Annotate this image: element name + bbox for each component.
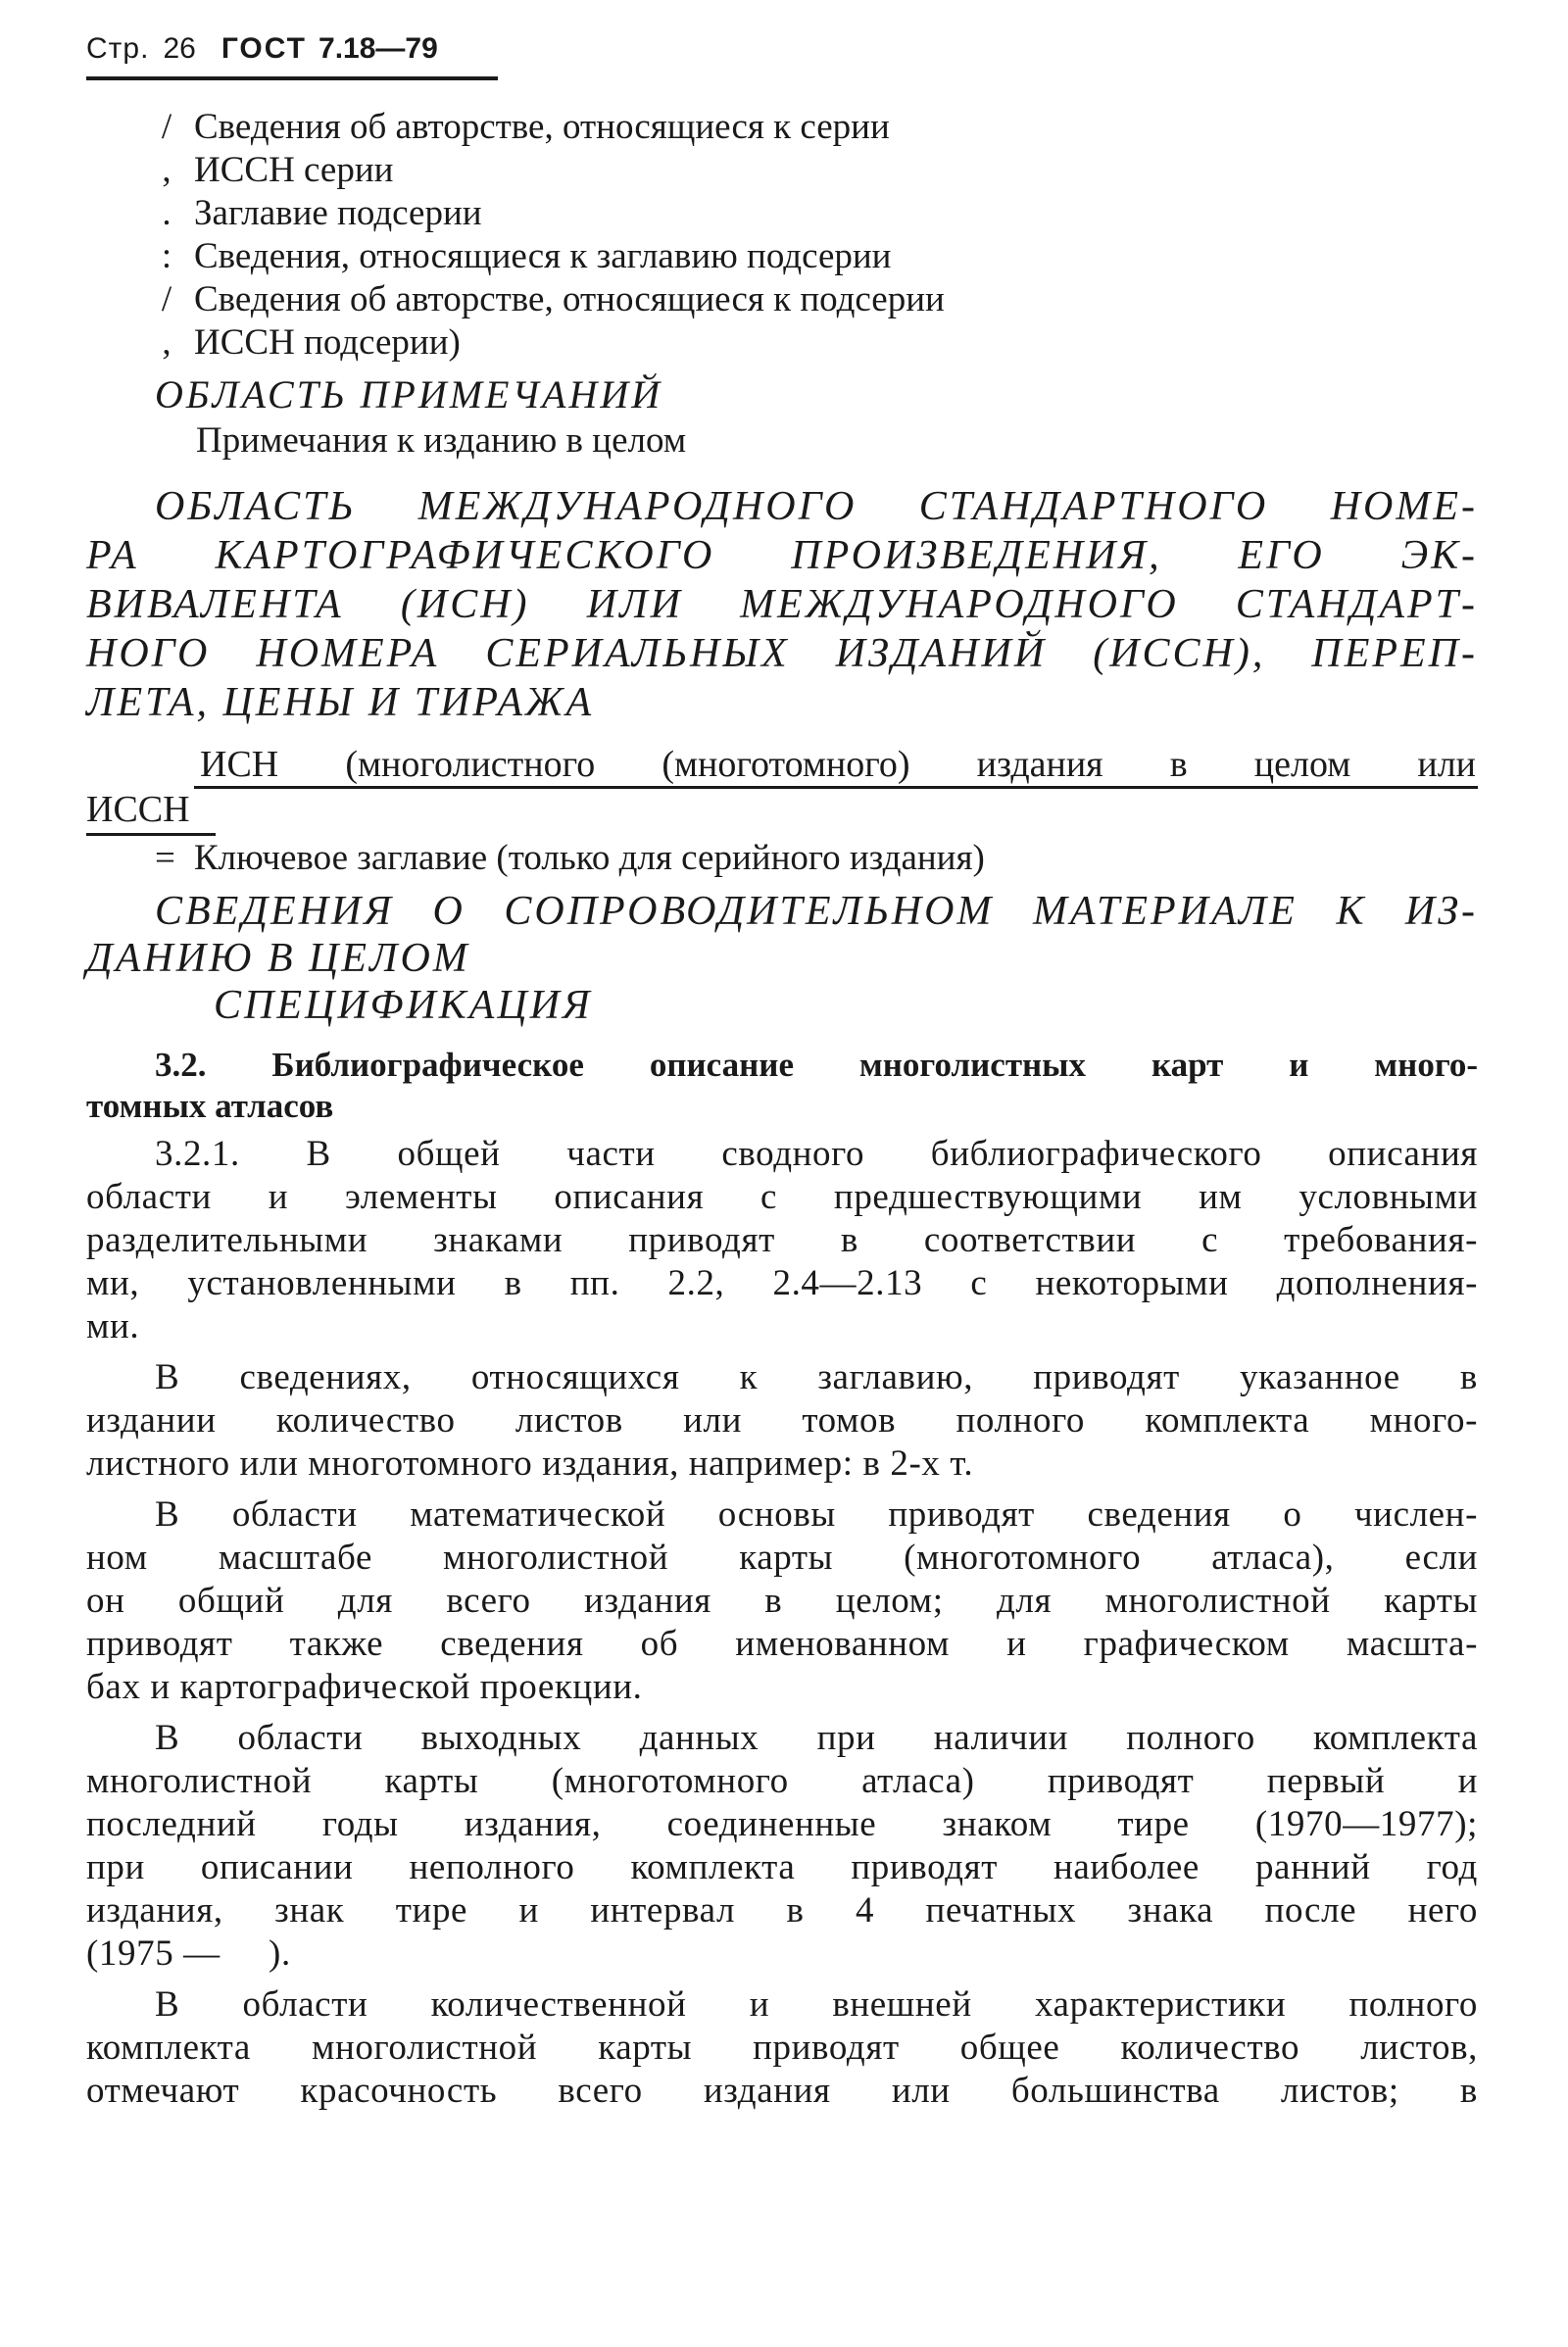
heading-line: ВИВАЛЕНТА (ИСН) ИЛИ МЕЖДУНАРОДНОГО СТАНДАРТ-	[86, 582, 1478, 627]
series-elements-list	[86, 106, 1478, 365]
paragraph-line: ном масштабе многолистной карты (многотомного атласа), если	[86, 1538, 1478, 1578]
paragraph-line: В сведениях, относящихся к заглавию, приводят указанное в	[155, 1357, 1478, 1397]
paragraph	[86, 1133, 1478, 1348]
heading-line: РА КАРТОГРАФИЧЕСКОГО ПРОИЗВЕДЕНИЯ, ЕГО ЭК-	[86, 533, 1478, 578]
key-title-text: Ключевое заглавие (только для серийного издания)	[194, 838, 985, 878]
paragraph-line: бах и картографической проекции.	[86, 1667, 643, 1707]
paragraph-line: листного или многотомного издания, например: в 2-х т.	[86, 1443, 974, 1484]
series-element-text: Сведения об авторстве, относящиеся к серии	[194, 107, 890, 147]
paragraph-line: В области математической основы приводят сведения о числен-	[155, 1494, 1478, 1535]
series-element-text: Сведения, относящиеся к заглавию подсерии	[194, 236, 892, 276]
paragraph-line: 3.2.1. В общей части сводного библиографического описания	[155, 1134, 1478, 1174]
separator-sign: ,	[162, 150, 172, 190]
paragraph	[86, 1493, 1478, 1709]
paragraph-line: В области выходных данных при наличии полного комплекта	[155, 1718, 1478, 1758]
section-heading-line: томных атласов	[86, 1087, 334, 1125]
series-line	[86, 235, 1478, 278]
specification-heading: СПЕЦИФИКАЦИЯ	[214, 983, 593, 1028]
paragraph-line: области и элементы описания с предшествующими им условными	[86, 1177, 1478, 1217]
isn-element-block	[86, 743, 1478, 837]
heading-line: СВЕДЕНИЯ О СОПРОВОДИТЕЛЬНОМ МАТЕРИАЛЕ К ИЗ-	[155, 889, 1478, 934]
paragraph	[86, 1983, 1478, 2113]
paragraph	[86, 1356, 1478, 1486]
issn-element-line: ИССН	[86, 789, 190, 830]
isn-underline	[194, 786, 1478, 789]
paragraph-line: ми, установленными в пп. 2.2, 2.4—2.13 с некоторыми дополнения-	[86, 1263, 1478, 1303]
paragraph	[86, 1717, 1478, 1976]
issn-underline	[86, 833, 216, 836]
header-rule	[86, 76, 498, 80]
paragraph-line: издании количество листов или томов полного комплекта много-	[86, 1400, 1478, 1441]
section-heading-3-2	[86, 1045, 1478, 1127]
section-heading-line: 3.2. Библиографическое описание многолистных карт и много-	[155, 1046, 1478, 1084]
standard-number: 7.18—79	[318, 32, 438, 65]
paragraph-line: отмечают красочность всего издания или большинства листов; в	[86, 2071, 1478, 2111]
paragraph-line: разделительными знаками приводят в соответствии с требования-	[86, 1220, 1478, 1260]
series-element-text: Заглавие подсерии	[194, 193, 482, 233]
document-page	[86, 29, 1478, 2113]
series-element-text: ИССН подсерии)	[194, 322, 461, 363]
separator-sign: ,	[162, 322, 172, 363]
heading-line: ОБЛАСТЬ МЕЖДУНАРОДНОГО СТАНДАРТНОГО НОМЕ-	[155, 484, 1478, 529]
series-element-text: ИССН серии	[194, 150, 394, 190]
separator-sign: :	[161, 236, 172, 276]
standard-name: ГОСТ	[220, 32, 308, 65]
isn-element-line: ИСН (многолистного (многотомного) издания в целом или	[200, 744, 1476, 785]
page-label: Стр.	[86, 32, 150, 65]
series-line	[86, 278, 1478, 321]
paragraph-line: при описании неполного комплекта приводят наиболее ранний год	[86, 1847, 1478, 1887]
heading-line: ДАНИЮ В ЦЕЛОМ	[86, 936, 470, 981]
paragraph-line: последний годы издания, соединенные знаком тире (1970—1977);	[86, 1804, 1478, 1844]
paragraph-line: издания, знак тире и интервал в 4 печатных знака после него	[86, 1890, 1478, 1931]
page-header	[86, 29, 1478, 86]
separator-sign: /	[161, 107, 172, 147]
equals-sign: =	[155, 838, 175, 878]
separator-sign: .	[162, 193, 172, 233]
page-number: 26	[163, 32, 196, 65]
paragraph-line: ми.	[86, 1306, 140, 1346]
isn-section-heading	[86, 482, 1478, 727]
paragraph-line: В области количественной и внешней характеристики полного	[155, 1984, 1478, 2025]
notes-section-text: Примечания к изданию в целом	[196, 420, 687, 461]
paragraph-line: он общий для всего издания в целом; для многолистной карты	[86, 1581, 1478, 1621]
heading-line: НОГО НОМЕРА СЕРИАЛЬНЫХ ИЗДАНИЙ (ИССН), ПЕРЕП-	[86, 631, 1478, 676]
paragraph-line: комплекта многолистной карты приводят общее количество листов,	[86, 2028, 1478, 2068]
key-title-line	[86, 837, 1478, 880]
notes-section-heading: ОБЛАСТЬ ПРИМЕЧАНИЙ	[155, 372, 663, 416]
series-line	[86, 149, 1478, 192]
paragraph-line: (1975 — ).	[86, 1933, 291, 1974]
series-line	[86, 106, 1478, 149]
heading-line: ЛЕТА, ЦЕНЫ И ТИРАЖА	[86, 680, 595, 725]
paragraph-line: приводят также сведения об именованном и графическом масшта-	[86, 1624, 1478, 1664]
separator-sign: /	[161, 279, 172, 319]
series-line	[86, 192, 1478, 235]
paragraph-line: многолистной карты (многотомного атласа) приводят первый и	[86, 1761, 1478, 1801]
series-line	[86, 321, 1478, 365]
supplementary-material-heading	[86, 888, 1478, 1029]
series-element-text: Сведения об авторстве, относящиеся к подсерии	[194, 279, 945, 319]
